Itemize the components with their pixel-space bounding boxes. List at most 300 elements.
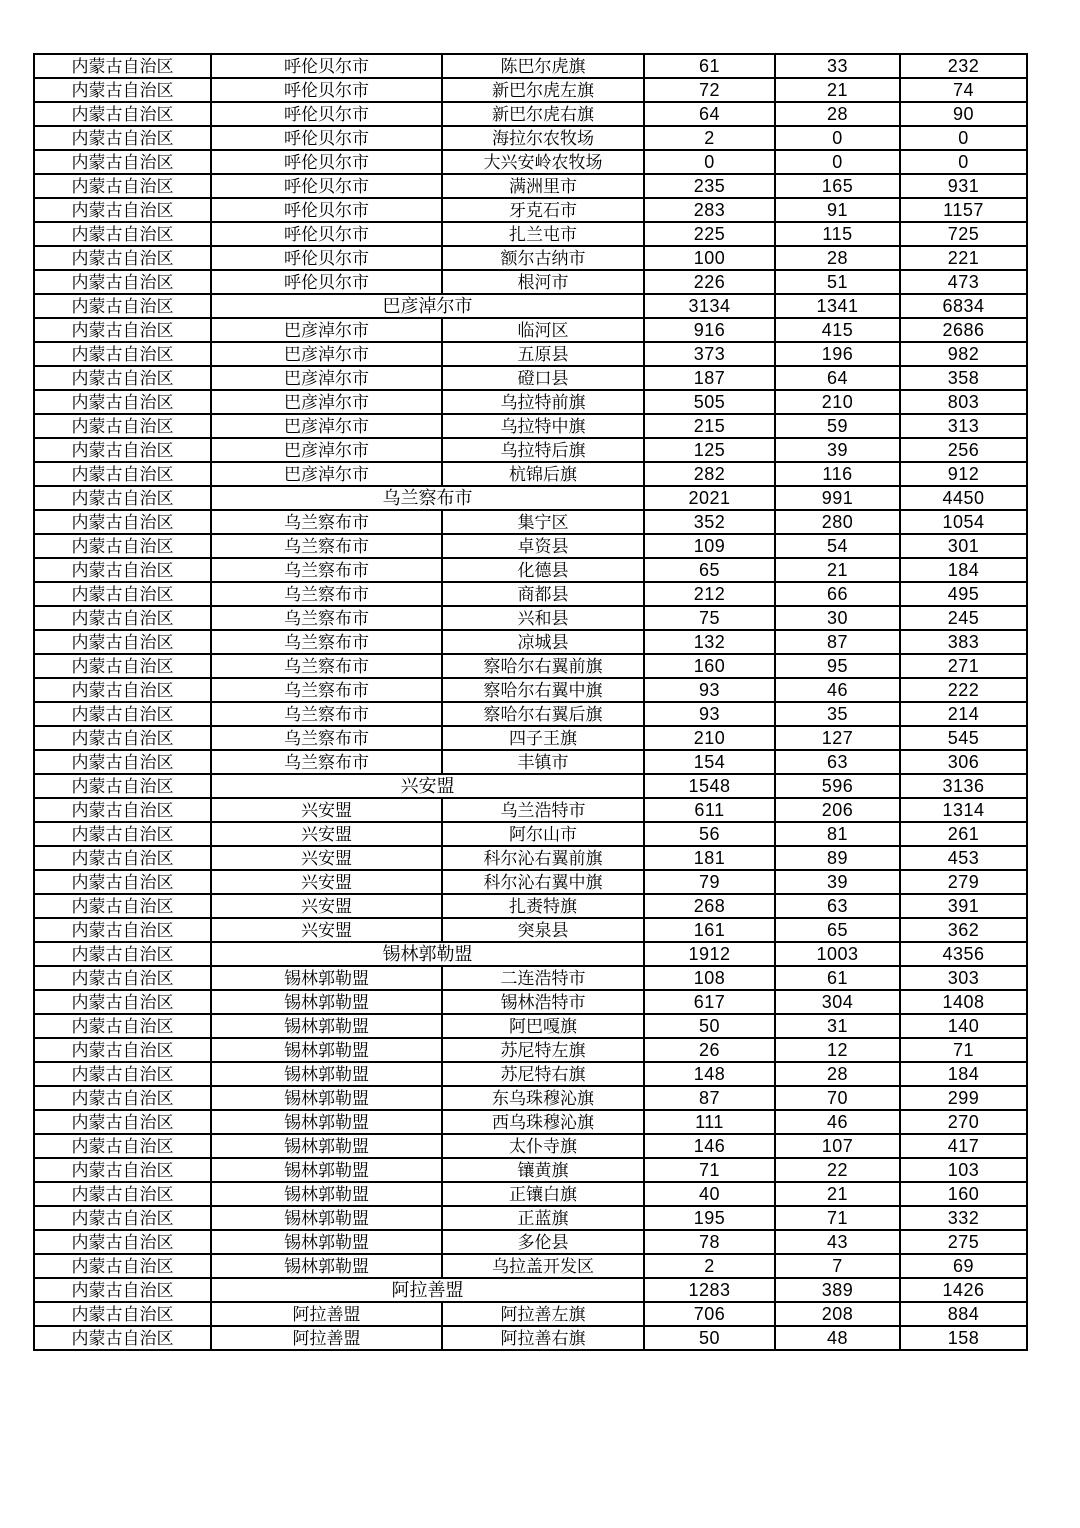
value-cell: 108 — [644, 966, 775, 990]
city-cell: 阿拉善盟 — [211, 1302, 442, 1326]
value-cell: 61 — [775, 966, 900, 990]
value-cell: 50 — [644, 1014, 775, 1038]
city-cell: 锡林郭勒盟 — [211, 1038, 442, 1062]
province-cell: 内蒙古自治区 — [34, 750, 211, 774]
table-row — [34, 486, 1027, 510]
table-row — [34, 1230, 1027, 1254]
table-row — [34, 1302, 1027, 1326]
value-cell: 283 — [644, 198, 775, 222]
value-cell: 87 — [775, 630, 900, 654]
city-cell: 乌兰察布市 — [211, 534, 442, 558]
value-cell: 116 — [775, 462, 900, 486]
city-cell: 锡林郭勒盟 — [211, 1134, 442, 1158]
value-cell: 0 — [775, 126, 900, 150]
district-cell: 科尔沁右翼前旗 — [442, 846, 644, 870]
city-total-cell: 乌兰察布市 — [211, 486, 644, 510]
value-cell: 107 — [775, 1134, 900, 1158]
province-cell: 内蒙古自治区 — [34, 1230, 211, 1254]
table-row — [34, 1110, 1027, 1134]
value-cell: 453 — [900, 846, 1027, 870]
district-cell: 太仆寺旗 — [442, 1134, 644, 1158]
city-total-cell: 兴安盟 — [211, 774, 644, 798]
table-row — [34, 54, 1027, 78]
value-cell: 160 — [900, 1182, 1027, 1206]
value-cell: 235 — [644, 174, 775, 198]
value-cell: 803 — [900, 390, 1027, 414]
province-cell: 内蒙古自治区 — [34, 942, 211, 966]
province-cell: 内蒙古自治区 — [34, 462, 211, 486]
value-cell: 505 — [644, 390, 775, 414]
value-cell: 210 — [644, 726, 775, 750]
table-row — [34, 966, 1027, 990]
district-cell: 根河市 — [442, 270, 644, 294]
value-cell: 71 — [644, 1158, 775, 1182]
district-cell: 大兴安岭农牧场 — [442, 150, 644, 174]
table-row — [34, 918, 1027, 942]
province-cell: 内蒙古自治区 — [34, 846, 211, 870]
table-row — [34, 726, 1027, 750]
value-cell: 181 — [644, 846, 775, 870]
city-cell: 乌兰察布市 — [211, 654, 442, 678]
province-cell: 内蒙古自治区 — [34, 294, 211, 318]
city-cell: 乌兰察布市 — [211, 558, 442, 582]
value-cell: 0 — [900, 126, 1027, 150]
value-cell: 301 — [900, 534, 1027, 558]
district-cell: 正镶白旗 — [442, 1182, 644, 1206]
province-cell: 内蒙古自治区 — [34, 990, 211, 1014]
value-cell: 725 — [900, 222, 1027, 246]
district-cell: 临河区 — [442, 318, 644, 342]
value-cell: 46 — [775, 678, 900, 702]
value-cell: 1426 — [900, 1278, 1027, 1302]
value-cell: 912 — [900, 462, 1027, 486]
value-cell: 91 — [775, 198, 900, 222]
district-cell: 丰镇市 — [442, 750, 644, 774]
table-row — [34, 342, 1027, 366]
table-row — [34, 798, 1027, 822]
province-cell: 内蒙古自治区 — [34, 510, 211, 534]
value-cell: 87 — [644, 1086, 775, 1110]
value-cell: 7 — [775, 1254, 900, 1278]
value-cell: 261 — [900, 822, 1027, 846]
district-cell: 海拉尔农牧场 — [442, 126, 644, 150]
value-cell: 95 — [775, 654, 900, 678]
value-cell: 0 — [775, 150, 900, 174]
province-cell: 内蒙古自治区 — [34, 102, 211, 126]
district-cell: 阿拉善右旗 — [442, 1326, 644, 1350]
table-row — [34, 390, 1027, 414]
value-cell: 33 — [775, 54, 900, 78]
value-cell: 275 — [900, 1230, 1027, 1254]
district-cell: 多伦县 — [442, 1230, 644, 1254]
value-cell: 3134 — [644, 294, 775, 318]
value-cell: 245 — [900, 606, 1027, 630]
table-row — [34, 534, 1027, 558]
table-row — [34, 78, 1027, 102]
value-cell: 63 — [775, 894, 900, 918]
value-cell: 4450 — [900, 486, 1027, 510]
value-cell: 69 — [900, 1254, 1027, 1278]
value-cell: 2 — [644, 126, 775, 150]
value-cell: 270 — [900, 1110, 1027, 1134]
value-cell: 21 — [775, 1182, 900, 1206]
value-cell: 71 — [900, 1038, 1027, 1062]
table-row — [34, 870, 1027, 894]
value-cell: 39 — [775, 438, 900, 462]
value-cell: 160 — [644, 654, 775, 678]
province-cell: 内蒙古自治区 — [34, 534, 211, 558]
table-row — [34, 318, 1027, 342]
city-cell: 锡林郭勒盟 — [211, 990, 442, 1014]
province-cell: 内蒙古自治区 — [34, 1110, 211, 1134]
value-cell: 59 — [775, 414, 900, 438]
table-row — [34, 1038, 1027, 1062]
value-cell: 31 — [775, 1014, 900, 1038]
city-cell: 兴安盟 — [211, 870, 442, 894]
table-row — [34, 774, 1027, 798]
province-cell: 内蒙古自治区 — [34, 390, 211, 414]
district-cell: 化德县 — [442, 558, 644, 582]
value-cell: 21 — [775, 558, 900, 582]
value-cell: 154 — [644, 750, 775, 774]
value-cell: 78 — [644, 1230, 775, 1254]
value-cell: 51 — [775, 270, 900, 294]
table-row — [34, 750, 1027, 774]
province-cell: 内蒙古自治区 — [34, 222, 211, 246]
district-cell: 乌拉盖开发区 — [442, 1254, 644, 1278]
city-cell: 呼伦贝尔市 — [211, 102, 442, 126]
province-cell: 内蒙古自治区 — [34, 774, 211, 798]
value-cell: 46 — [775, 1110, 900, 1134]
table-row — [34, 246, 1027, 270]
district-cell: 突泉县 — [442, 918, 644, 942]
table-row — [34, 1134, 1027, 1158]
district-cell: 额尔古纳市 — [442, 246, 644, 270]
value-cell: 1157 — [900, 198, 1027, 222]
province-cell: 内蒙古自治区 — [34, 438, 211, 462]
district-cell: 集宁区 — [442, 510, 644, 534]
value-cell: 304 — [775, 990, 900, 1014]
city-cell: 兴安盟 — [211, 846, 442, 870]
value-cell: 35 — [775, 702, 900, 726]
province-cell: 内蒙古自治区 — [34, 246, 211, 270]
province-cell: 内蒙古自治区 — [34, 198, 211, 222]
table-row — [34, 438, 1027, 462]
province-cell: 内蒙古自治区 — [34, 606, 211, 630]
value-cell: 28 — [775, 246, 900, 270]
value-cell: 50 — [644, 1326, 775, 1350]
value-cell: 206 — [775, 798, 900, 822]
district-cell: 乌兰浩特市 — [442, 798, 644, 822]
city-cell: 兴安盟 — [211, 798, 442, 822]
district-cell: 锡林浩特市 — [442, 990, 644, 1014]
table-row — [34, 822, 1027, 846]
city-cell: 巴彦淖尔市 — [211, 462, 442, 486]
value-cell: 63 — [775, 750, 900, 774]
city-cell: 巴彦淖尔市 — [211, 414, 442, 438]
value-cell: 271 — [900, 654, 1027, 678]
value-cell: 545 — [900, 726, 1027, 750]
table-row — [34, 942, 1027, 966]
city-cell: 兴安盟 — [211, 894, 442, 918]
district-cell: 乌拉特中旗 — [442, 414, 644, 438]
city-cell: 锡林郭勒盟 — [211, 1110, 442, 1134]
province-cell: 内蒙古自治区 — [34, 678, 211, 702]
district-cell: 兴和县 — [442, 606, 644, 630]
value-cell: 232 — [900, 54, 1027, 78]
table-row — [34, 174, 1027, 198]
province-cell: 内蒙古自治区 — [34, 1062, 211, 1086]
value-cell: 210 — [775, 390, 900, 414]
district-cell: 磴口县 — [442, 366, 644, 390]
city-cell: 乌兰察布市 — [211, 606, 442, 630]
city-cell: 乌兰察布市 — [211, 702, 442, 726]
city-cell: 乌兰察布市 — [211, 582, 442, 606]
city-cell: 呼伦贝尔市 — [211, 246, 442, 270]
value-cell: 222 — [900, 678, 1027, 702]
province-cell: 内蒙古自治区 — [34, 270, 211, 294]
province-cell: 内蒙古自治区 — [34, 1278, 211, 1302]
value-cell: 89 — [775, 846, 900, 870]
value-cell: 208 — [775, 1302, 900, 1326]
value-cell: 362 — [900, 918, 1027, 942]
city-cell: 巴彦淖尔市 — [211, 318, 442, 342]
city-cell: 巴彦淖尔市 — [211, 438, 442, 462]
value-cell: 0 — [644, 150, 775, 174]
city-cell: 锡林郭勒盟 — [211, 1158, 442, 1182]
province-cell: 内蒙古自治区 — [34, 726, 211, 750]
table-row — [34, 462, 1027, 486]
value-cell: 268 — [644, 894, 775, 918]
province-cell: 内蒙古自治区 — [34, 1158, 211, 1182]
city-cell: 锡林郭勒盟 — [211, 1182, 442, 1206]
city-cell: 阿拉善盟 — [211, 1326, 442, 1350]
province-cell: 内蒙古自治区 — [34, 1038, 211, 1062]
table-row — [34, 1206, 1027, 1230]
province-cell: 内蒙古自治区 — [34, 342, 211, 366]
value-cell: 125 — [644, 438, 775, 462]
value-cell: 65 — [644, 558, 775, 582]
value-cell: 280 — [775, 510, 900, 534]
district-cell: 凉城县 — [442, 630, 644, 654]
value-cell: 1314 — [900, 798, 1027, 822]
value-cell: 2686 — [900, 318, 1027, 342]
value-cell: 161 — [644, 918, 775, 942]
district-cell: 新巴尔虎左旗 — [442, 78, 644, 102]
value-cell: 3136 — [900, 774, 1027, 798]
table-row — [34, 654, 1027, 678]
district-cell: 杭锦后旗 — [442, 462, 644, 486]
value-cell: 1548 — [644, 774, 775, 798]
value-cell: 48 — [775, 1326, 900, 1350]
table-row — [34, 1254, 1027, 1278]
district-cell: 苏尼特右旗 — [442, 1062, 644, 1086]
value-cell: 56 — [644, 822, 775, 846]
value-cell: 195 — [644, 1206, 775, 1230]
table-row — [34, 222, 1027, 246]
value-cell: 415 — [775, 318, 900, 342]
value-cell: 184 — [900, 1062, 1027, 1086]
value-cell: 417 — [900, 1134, 1027, 1158]
province-cell: 内蒙古自治区 — [34, 126, 211, 150]
table-row — [34, 1182, 1027, 1206]
value-cell: 332 — [900, 1206, 1027, 1230]
province-cell: 内蒙古自治区 — [34, 318, 211, 342]
table-row — [34, 582, 1027, 606]
city-cell: 乌兰察布市 — [211, 750, 442, 774]
city-cell: 锡林郭勒盟 — [211, 966, 442, 990]
district-cell: 新巴尔虎右旗 — [442, 102, 644, 126]
district-cell: 阿拉善左旗 — [442, 1302, 644, 1326]
city-cell: 呼伦贝尔市 — [211, 54, 442, 78]
table-row — [34, 366, 1027, 390]
table-row — [34, 294, 1027, 318]
district-cell: 扎赉特旗 — [442, 894, 644, 918]
value-cell: 1283 — [644, 1278, 775, 1302]
value-cell: 148 — [644, 1062, 775, 1086]
value-cell: 4356 — [900, 942, 1027, 966]
table-row — [34, 558, 1027, 582]
province-cell: 内蒙古自治区 — [34, 1206, 211, 1230]
value-cell: 103 — [900, 1158, 1027, 1182]
value-cell: 1912 — [644, 942, 775, 966]
province-cell: 内蒙古自治区 — [34, 582, 211, 606]
city-cell: 呼伦贝尔市 — [211, 198, 442, 222]
value-cell: 70 — [775, 1086, 900, 1110]
province-cell: 内蒙古自治区 — [34, 1254, 211, 1278]
district-cell: 满洲里市 — [442, 174, 644, 198]
value-cell: 1003 — [775, 942, 900, 966]
province-cell: 内蒙古自治区 — [34, 630, 211, 654]
value-cell: 303 — [900, 966, 1027, 990]
city-cell: 呼伦贝尔市 — [211, 270, 442, 294]
value-cell: 611 — [644, 798, 775, 822]
district-cell: 四子王旗 — [442, 726, 644, 750]
value-cell: 64 — [775, 366, 900, 390]
city-total-cell: 锡林郭勒盟 — [211, 942, 644, 966]
province-cell: 内蒙古自治区 — [34, 918, 211, 942]
value-cell: 26 — [644, 1038, 775, 1062]
value-cell: 93 — [644, 678, 775, 702]
value-cell: 127 — [775, 726, 900, 750]
value-cell: 1341 — [775, 294, 900, 318]
city-cell: 乌兰察布市 — [211, 510, 442, 534]
table-row — [34, 1086, 1027, 1110]
district-cell: 商都县 — [442, 582, 644, 606]
province-cell: 内蒙古自治区 — [34, 1014, 211, 1038]
value-cell: 383 — [900, 630, 1027, 654]
district-cell: 牙克石市 — [442, 198, 644, 222]
table-row — [34, 1326, 1027, 1350]
value-cell: 212 — [644, 582, 775, 606]
province-cell: 内蒙古自治区 — [34, 150, 211, 174]
province-cell: 内蒙古自治区 — [34, 486, 211, 510]
value-cell: 140 — [900, 1014, 1027, 1038]
district-cell: 阿巴嘎旗 — [442, 1014, 644, 1038]
city-cell: 巴彦淖尔市 — [211, 390, 442, 414]
value-cell: 64 — [644, 102, 775, 126]
value-cell: 2 — [644, 1254, 775, 1278]
city-cell: 呼伦贝尔市 — [211, 174, 442, 198]
value-cell: 187 — [644, 366, 775, 390]
province-cell: 内蒙古自治区 — [34, 1326, 211, 1350]
province-cell: 内蒙古自治区 — [34, 966, 211, 990]
city-cell: 锡林郭勒盟 — [211, 1254, 442, 1278]
district-cell: 乌拉特前旗 — [442, 390, 644, 414]
city-cell: 呼伦贝尔市 — [211, 222, 442, 246]
city-cell: 锡林郭勒盟 — [211, 1230, 442, 1254]
district-cell: 察哈尔右翼后旗 — [442, 702, 644, 726]
value-cell: 66 — [775, 582, 900, 606]
city-cell: 兴安盟 — [211, 918, 442, 942]
value-cell: 75 — [644, 606, 775, 630]
value-cell: 79 — [644, 870, 775, 894]
value-cell: 12 — [775, 1038, 900, 1062]
district-cell: 陈巴尔虎旗 — [442, 54, 644, 78]
value-cell: 706 — [644, 1302, 775, 1326]
city-cell: 兴安盟 — [211, 822, 442, 846]
value-cell: 982 — [900, 342, 1027, 366]
district-cell: 扎兰屯市 — [442, 222, 644, 246]
value-cell: 65 — [775, 918, 900, 942]
table-row — [34, 1278, 1027, 1302]
value-cell: 391 — [900, 894, 1027, 918]
value-cell: 132 — [644, 630, 775, 654]
value-cell: 109 — [644, 534, 775, 558]
province-cell: 内蒙古自治区 — [34, 78, 211, 102]
value-cell: 358 — [900, 366, 1027, 390]
city-cell: 锡林郭勒盟 — [211, 1086, 442, 1110]
value-cell: 21 — [775, 78, 900, 102]
value-cell: 93 — [644, 702, 775, 726]
city-cell: 呼伦贝尔市 — [211, 126, 442, 150]
value-cell: 2021 — [644, 486, 775, 510]
table-row — [34, 126, 1027, 150]
table-row — [34, 1014, 1027, 1038]
table-row — [34, 102, 1027, 126]
value-cell: 39 — [775, 870, 900, 894]
value-cell: 40 — [644, 1182, 775, 1206]
district-cell: 东乌珠穆沁旗 — [442, 1086, 644, 1110]
region-statistics-table — [33, 53, 1028, 1351]
value-cell: 165 — [775, 174, 900, 198]
value-cell: 373 — [644, 342, 775, 366]
value-cell: 28 — [775, 102, 900, 126]
value-cell: 158 — [900, 1326, 1027, 1350]
value-cell: 43 — [775, 1230, 900, 1254]
table-row — [34, 990, 1027, 1014]
value-cell: 111 — [644, 1110, 775, 1134]
city-cell: 乌兰察布市 — [211, 678, 442, 702]
table-row — [34, 1062, 1027, 1086]
value-cell: 991 — [775, 486, 900, 510]
value-cell: 61 — [644, 54, 775, 78]
district-cell: 正蓝旗 — [442, 1206, 644, 1230]
value-cell: 313 — [900, 414, 1027, 438]
value-cell: 30 — [775, 606, 900, 630]
value-cell: 931 — [900, 174, 1027, 198]
value-cell: 596 — [775, 774, 900, 798]
value-cell: 115 — [775, 222, 900, 246]
city-cell: 呼伦贝尔市 — [211, 150, 442, 174]
district-cell: 西乌珠穆沁旗 — [442, 1110, 644, 1134]
city-cell: 乌兰察布市 — [211, 726, 442, 750]
table-row — [34, 630, 1027, 654]
district-cell: 科尔沁右翼中旗 — [442, 870, 644, 894]
city-cell: 锡林郭勒盟 — [211, 1206, 442, 1230]
value-cell: 0 — [900, 150, 1027, 174]
table-row — [34, 678, 1027, 702]
